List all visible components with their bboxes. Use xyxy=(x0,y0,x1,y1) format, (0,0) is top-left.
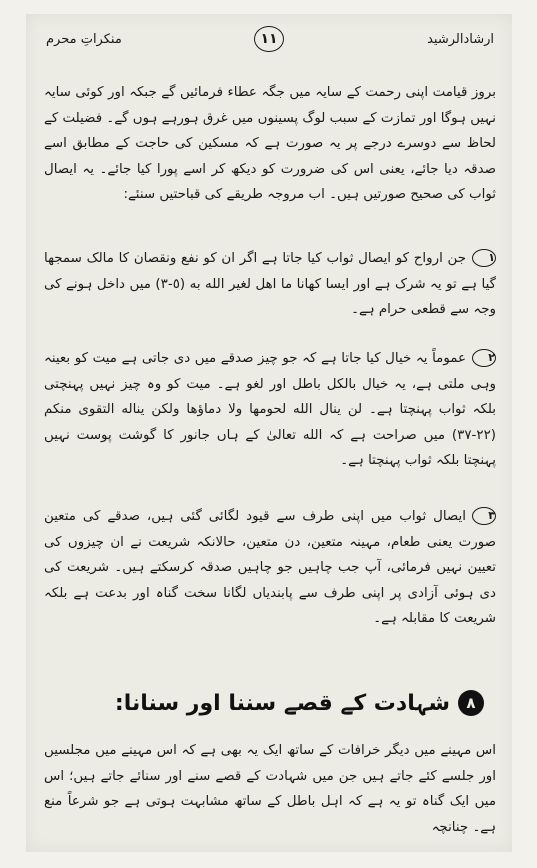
point-1-paragraph xyxy=(44,246,496,323)
book-title: ارشادالرشید xyxy=(427,32,494,47)
point-2-paragraph xyxy=(44,346,496,474)
page-header xyxy=(26,26,512,56)
intro-paragraph-text: بروز قیامت اپنی رحمت کے سایہ میں جگہ عطاء فرمائیں گے جبکہ اور کوئی سایہ نہیں ہوگا اور تمازت کے سبب لوگ پسینوں میں غرق ہورہے ہوں گے۔ فضیلت کے لحاظ سے دوسرے درجے پر یہ صورت ہے کہ مسکین کی حاجت کے مطابق اسے صدقہ دیا جائے، یعنی اس کی ضرورت کو دیکھ کر اسے پورا کیا جائے۔ یہ ایصال ثواب کی صحیح صورتیں ہیں۔ اب مروجہ طریقے کی قباحتیں سنئے: xyxy=(44,85,496,203)
point-2-text: عموماً یہ خیال کیا جاتا ہے کہ جو چیز صدقے میں دی جاتی ہے میت کو بعینہ وہی ملتی ہے، یہ خیال بالکل باطل اور لغو ہے۔ میت کو وہ چیز نہیں پہنچتی بلکہ ثواب پہنچتا ہے۔ لن ینال الله لحومها ولا دماؤها ولکن یناله التقوی منکم (٢٢-٣٧) میں صراحت ہے کہ الله تعالیٰ کے ہاں جانور کا گوشت پوست نہیں پہنچتا بلکہ ثواب پہنچتا ہے۔ xyxy=(44,351,496,469)
point-3-paragraph xyxy=(44,504,496,632)
point-1-number: ١ xyxy=(472,249,496,267)
point-3-number: ٣ xyxy=(472,507,496,525)
page-number: ١١ xyxy=(254,26,284,52)
closing-paragraph-text: اس مہینے میں دیگر خرافات کے ساتھ ایک یہ بھی ہے کہ اس مہینے میں مجلسیں اور جلسے کئے جاتے ہیں جن میں شہادت کے قصے سنے اور سنائے جاتے ہیں؛ اس میں ایک گناہ تو یہ ہے کہ اہل باطل کے ساتھ مشابہت ہوتی ہے جو شرعاً منع ہے۔ چنانچہ xyxy=(44,743,496,835)
section-number-badge: ٨ xyxy=(458,690,484,716)
point-2-number: ٢ xyxy=(472,349,496,367)
point-3-text: ایصال ثواب میں اپنی طرف سے قیود لگائی گئی ہیں، صدقے کی متعین صورت یعنی طعام، مہینہ متعین، دن متعین، حالانکہ شریعت نے ان چیزوں کی تعیین نہیں فرمائی، آپ جب چاہیں جو چاہیں صدقہ کرسکتے ہیں۔ شریعت کی دی ہوئی آزادی پر اپنی طرف سے پابندیاں لگانا سخت گناہ اور بدعت ہے بلکہ شریعت کا مقابلہ ہے۔ xyxy=(44,509,496,627)
section-title: شہادت کے قصے سننا اور سنانا: xyxy=(114,690,450,716)
section-heading xyxy=(115,690,484,716)
closing-paragraph xyxy=(44,738,496,840)
chapter-title: منکراتِ محرم xyxy=(46,32,122,47)
intro-paragraph xyxy=(44,80,496,208)
point-1-text: جن ارواح کو ایصال ثواب کیا جاتا ہے اگر ان کو نفع ونقصان کا مالک سمجھا گیا ہے تو یہ شرک ہے اور ایسا کھانا ما اھل لغیر الله به (٥-٣) میں داخل ہونے کی وجہ سے قطعی حرام ہے۔ xyxy=(44,251,496,318)
book-page xyxy=(26,14,512,852)
